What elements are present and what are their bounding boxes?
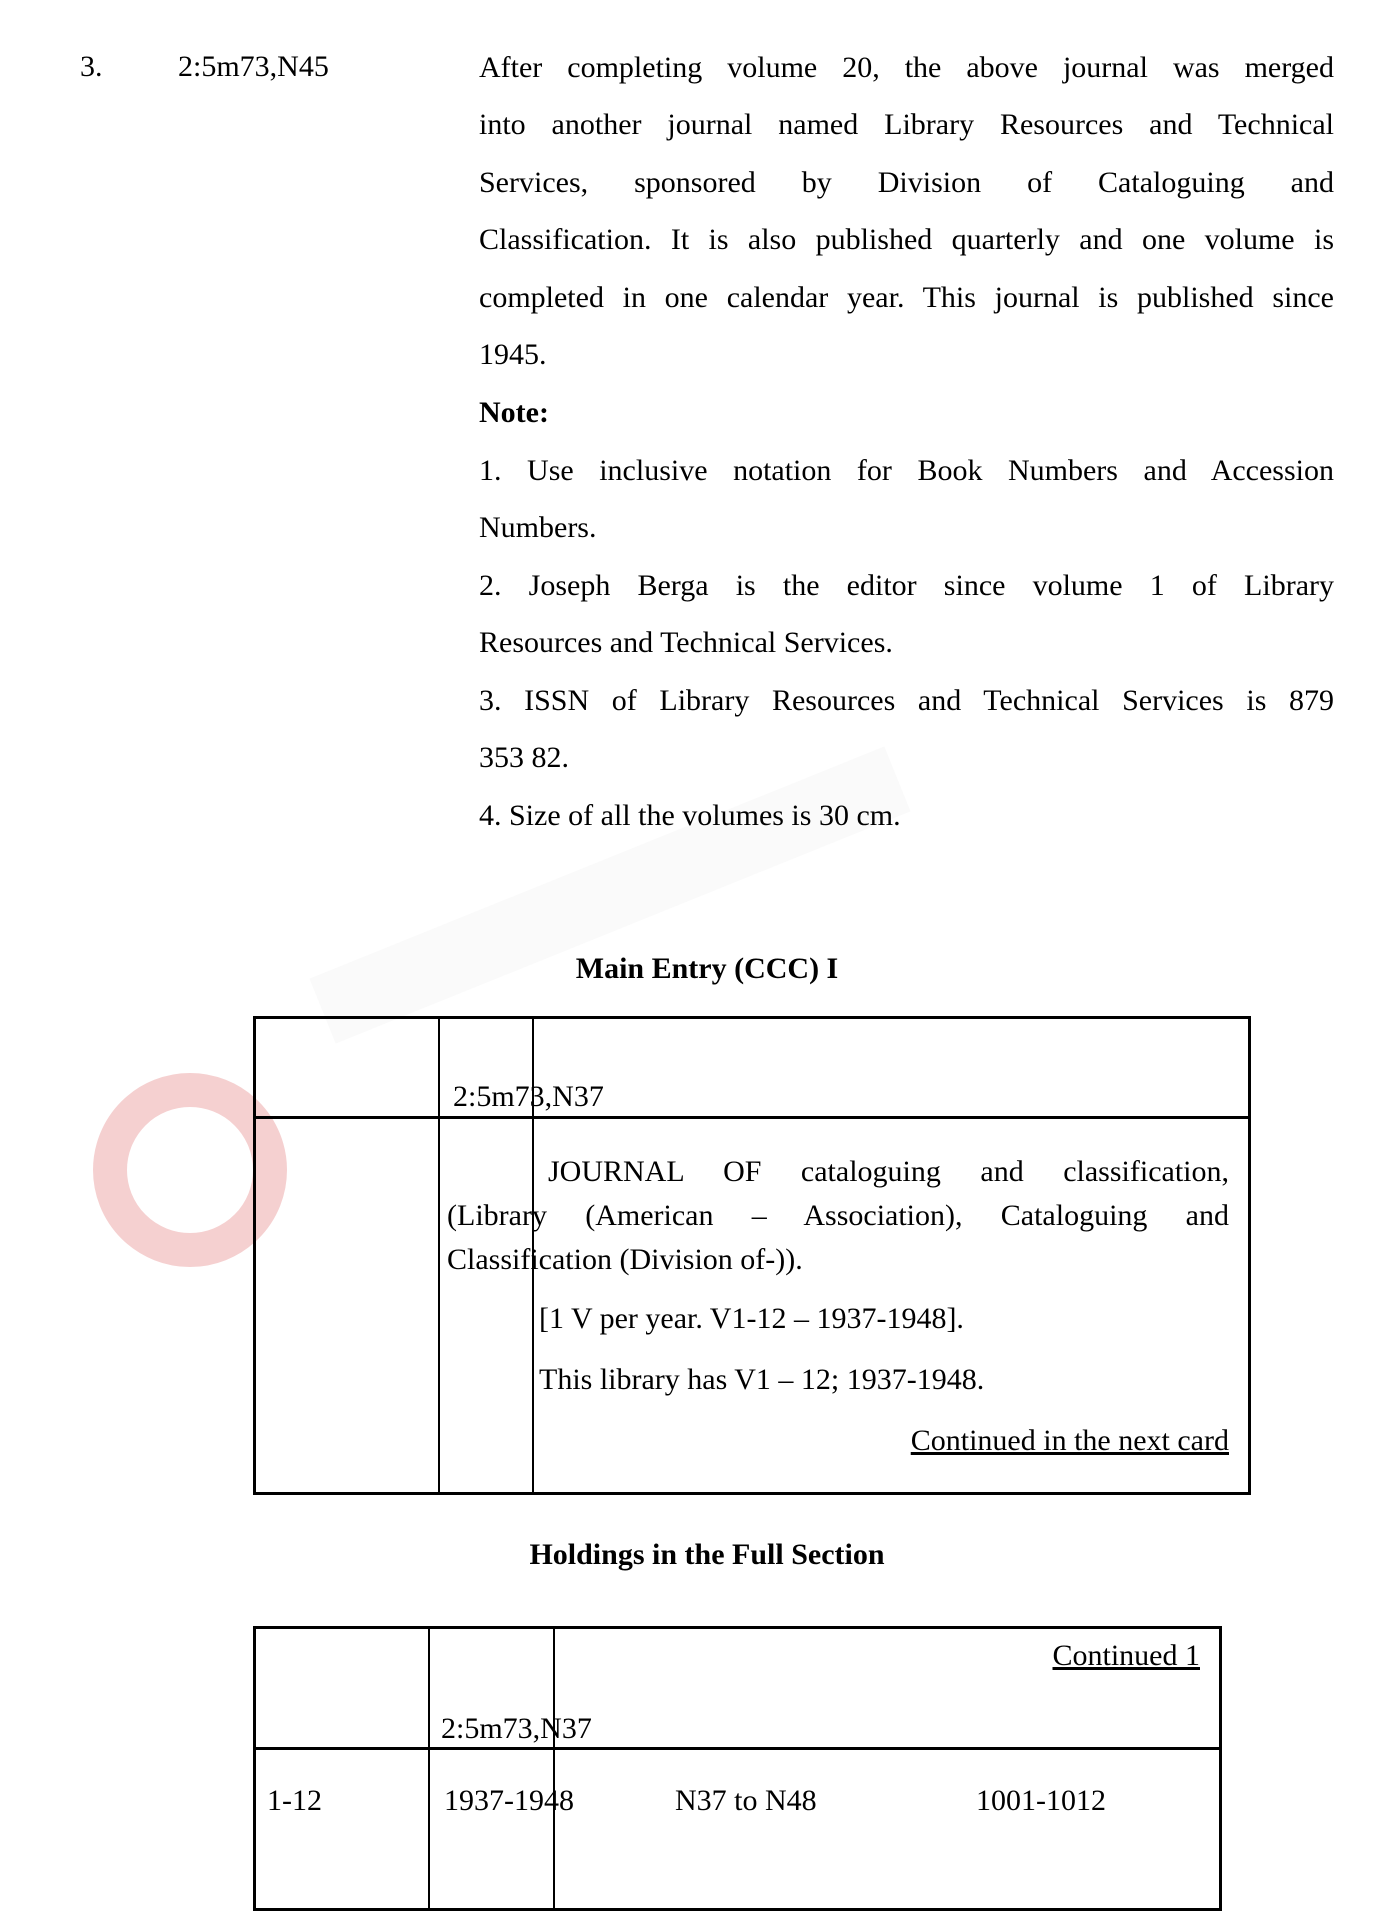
heading-line: (Library (American – Association), Cataloguing and [447, 1199, 1229, 1232]
paragraph-line: completed in one calendar year. This journal is published since [479, 281, 1334, 314]
continued-link: Continued in the next card [910, 1424, 1229, 1457]
holdings-years: 1937-1948 [444, 1784, 574, 1817]
card-divider [553, 1628, 555, 1908]
holdings-call-number: 2:5m73,N37 [441, 1712, 592, 1745]
entry-number: 3. [80, 50, 103, 83]
main-entry-holdings-note: This library has V1 – 12; 1937-1948. [539, 1363, 985, 1396]
note-line: 3. ISSN of Library Resources and Technical Services is 879 [479, 684, 1334, 717]
note-line: 353 82. [479, 741, 569, 774]
paragraph-line: Classification. It is also published quarterly and one volume is [479, 223, 1334, 256]
main-entry-call-number: 2:5m73,N37 [453, 1080, 604, 1113]
card-divider [254, 1747, 1221, 1750]
paragraph-line: After completing volume 20, the above journal was merged [479, 51, 1334, 84]
holdings-title: Holdings in the Full Section [529, 1538, 885, 1571]
watermark-e-logo-icon [110, 1090, 270, 1250]
holdings-continued: Continued 1 [1052, 1639, 1200, 1672]
entry-class-number: 2:5m73,N45 [178, 50, 329, 83]
heading-line: Classification (Division of-)). [447, 1243, 803, 1276]
holdings-accession-numbers: 1001-1012 [976, 1784, 1106, 1817]
main-entry-note: [1 V per year. V1-12 – 1937-1948]. [539, 1302, 964, 1335]
paragraph-line: 1945. [479, 338, 547, 371]
watermark-band-icon [309, 746, 910, 1043]
main-entry-title: Main Entry (CCC) I [575, 952, 839, 985]
note-line: Numbers. [479, 511, 597, 544]
note-line: 2. Joseph Berga is the editor since volume 1 of Library [479, 569, 1334, 602]
note-line: 4. Size of all the volumes is 30 cm. [479, 799, 901, 832]
card-divider [438, 1018, 440, 1493]
holdings-book-numbers: N37 to N48 [675, 1784, 817, 1817]
paragraph-line: Services, sponsored by Division of Cataloguing and [479, 166, 1334, 199]
paragraph-line: into another journal named Library Resources and Technical [479, 108, 1334, 141]
card-divider [254, 1116, 1250, 1119]
note-line: 1. Use inclusive notation for Book Numbers and Accession [479, 454, 1334, 487]
holdings-volumes: 1-12 [267, 1784, 322, 1817]
heading-line: JOURNAL OF cataloguing and classification, [548, 1155, 1229, 1188]
note-line: Resources and Technical Services. [479, 626, 893, 659]
note-heading: Note: [479, 396, 549, 429]
card-divider [428, 1628, 430, 1908]
